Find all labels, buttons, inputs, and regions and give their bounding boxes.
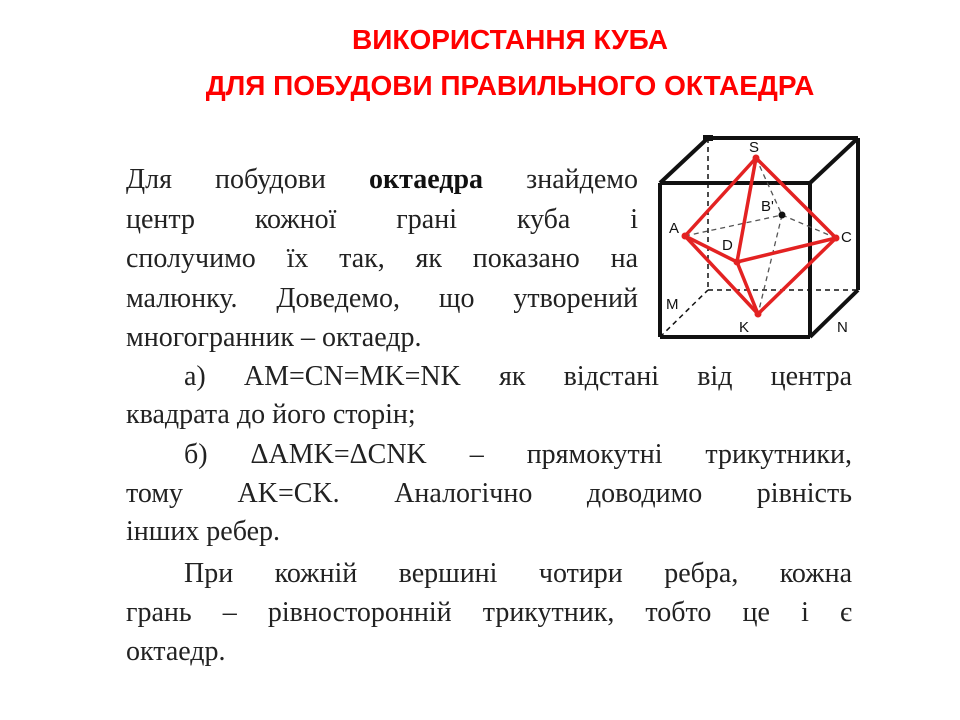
text-line: б) ΔAMK=ΔCNK – прямокутні трикутники, (184, 439, 852, 470)
vertex-a (682, 233, 689, 240)
text-line: а) AM=CN=MK=NK як відстані від центра (184, 361, 852, 392)
term-octahedron: октаедра (369, 164, 484, 195)
vertex-b (779, 212, 786, 219)
label-s: S (749, 139, 760, 156)
text-line: многогранник – октаедр. (126, 322, 422, 353)
vertex-k (755, 311, 762, 318)
text-line: квадрата до його сторін; (126, 399, 416, 430)
label-c: C (841, 229, 852, 246)
text-line: інших ребер. (126, 516, 281, 547)
text-line: малюнку. Доведемо, що утворений (126, 283, 638, 314)
label-n: N (837, 319, 848, 336)
vertex-d (734, 259, 741, 266)
slide-title-line1: ВИКОРИСТАННЯ КУБА (352, 24, 668, 55)
label-b: B' (761, 198, 774, 215)
slide-title-line2: ДЛЯ ПОБУДОВИ ПРАВИЛЬНОГО ОКТАЕДРА (205, 70, 815, 101)
text-line: сполучимо їх так, як показано на (126, 243, 638, 274)
vertex-c (833, 235, 840, 242)
text-line: тому AK=CK. Аналогічно доводимо рівність (126, 478, 852, 509)
text-line: октаедр. (126, 636, 226, 667)
label-a: A (669, 220, 680, 237)
label-d: D (722, 237, 733, 254)
label-k: K (739, 319, 750, 336)
text-line: центр кожної грані куба і (126, 204, 638, 235)
label-m: M (666, 296, 679, 313)
text-line: При кожній вершині чотири ребра, кожна (184, 558, 852, 589)
text-line: грань – рівносторонній трикутник, тобто це і є (126, 597, 852, 628)
text-line: Для побудови октаедра знайдемо (126, 164, 638, 195)
